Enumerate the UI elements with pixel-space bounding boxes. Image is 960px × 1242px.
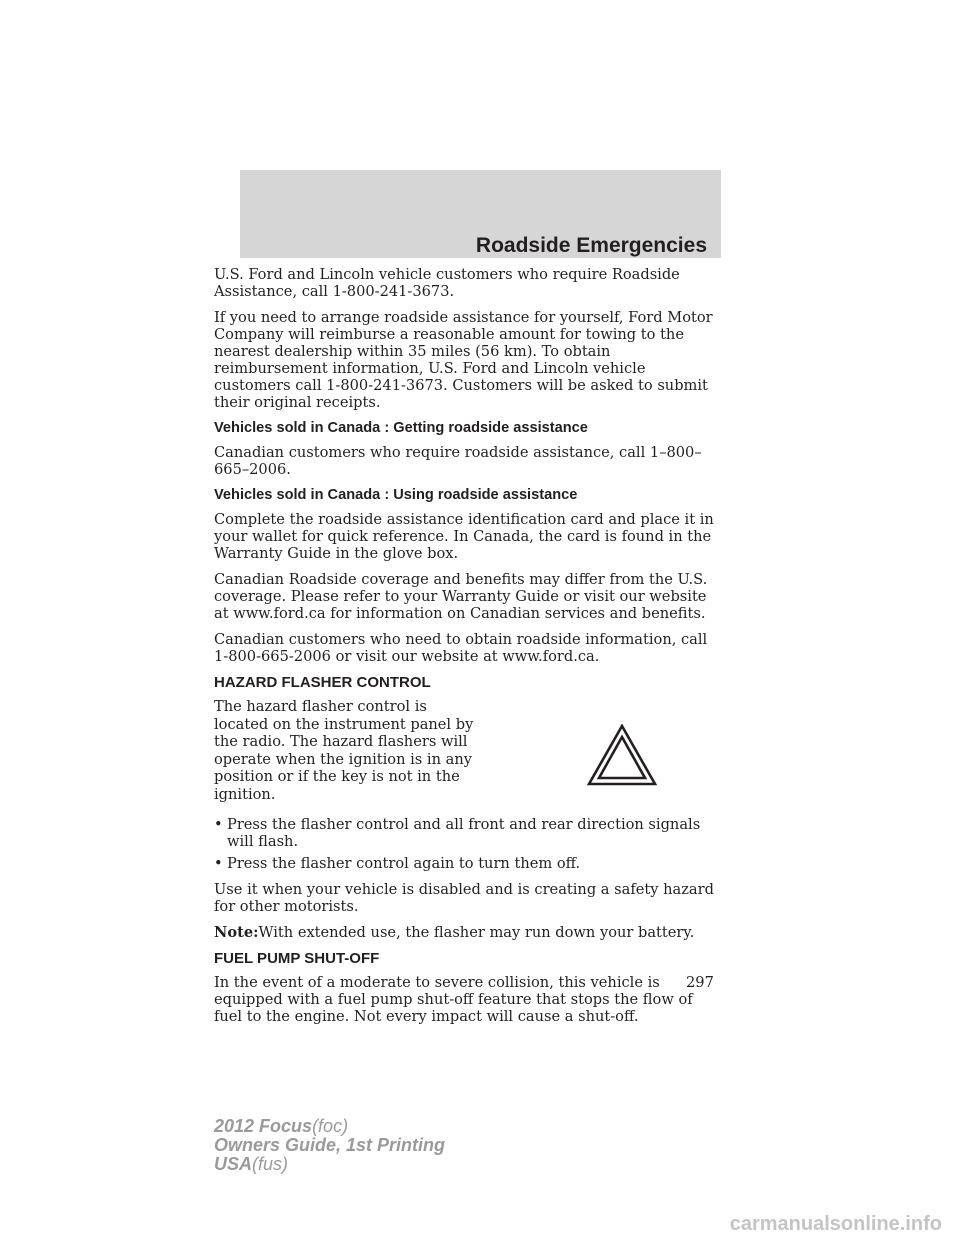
bullet-dot: •: [214, 816, 223, 833]
page-number: 297: [686, 974, 714, 991]
note-paragraph: [214, 924, 722, 941]
heading-canada-getting-assistance: Vehicles sold in Canada : Getting roadside assistance: [214, 420, 588, 436]
heading-hazard-flasher: HAZARD FLASHER CONTROL: [214, 674, 431, 691]
document-footer: [214, 1117, 445, 1174]
heading-canada-using-assistance: Vehicles sold in Canada : Using roadside assistance: [214, 487, 578, 503]
paragraph-hazard-flasher: The hazard flasher control is located on the instrument panel by the radio. The hazard flashers will operate when the ignition is in any position or if the key is not in the ignition.: [214, 698, 474, 803]
section-header-band: [240, 170, 721, 258]
paragraph-use-when-disabled: Use it when your vehicle is disabled and is creating a safety hazard for other motorists.: [214, 881, 714, 915]
footer-line-market: [214, 1155, 445, 1174]
paragraph-canada-information: Canadian customers who need to obtain roadside information, call 1-800-665-2006 or visit our website at www.ford.ca.: [214, 631, 708, 665]
note-text: With extended use, the flasher may run down your battery.: [258, 924, 695, 941]
list-item: [214, 816, 722, 850]
section-title: Roadside Emergencies: [475, 234, 707, 257]
footer-line-model: [214, 1117, 445, 1136]
note-label: Note:: [214, 924, 259, 941]
footer-model: 2012 Focus: [214, 1116, 313, 1136]
footer-model-code: (foc): [312, 1116, 349, 1136]
footer-market: USA: [214, 1154, 253, 1174]
paragraph-canada-call: Canadian customers who require roadside assistance, call 1–800–665–2006.: [214, 444, 702, 478]
list-item-text: Press the flasher control and all front and rear direction signals will flash.: [227, 816, 701, 850]
paragraph-canada-coverage: Canadian Roadside coverage and benefits may differ from the U.S. coverage. Please refer to your Warranty Guide or visit our website at www.ford.ca for information on Canadian services and benefits.: [214, 571, 708, 622]
footer-line-printing: [214, 1136, 445, 1155]
paragraph-reimbursement: If you need to arrange roadside assistance for yourself, Ford Motor Company will reimburse a reasonable amount for towing to the nearest dealership within 35 miles (56 km). To obtain reimbursement information, U.S. Ford and Lincoln vehicle customers call 1-800-241-3673. Customers will be asked to submit their original receipts.: [214, 309, 713, 411]
paragraph-us-roadside: U.S. Ford and Lincoln vehicle customers who require Roadside Assistance, call 1-800-241-3673.: [214, 266, 680, 300]
list-item-text: Press the flasher control again to turn them off.: [227, 855, 581, 872]
hazard-triangle-icon: [587, 724, 657, 786]
footer-printing: Owners Guide, 1st Printing: [214, 1135, 446, 1155]
paragraph-fuel-pump: In the event of a moderate to severe collision, this vehicle is equipped with a fuel pump shut-off feature that stops the flow of fuel to the engine. Not every impact will cause a shut-off.: [214, 974, 693, 1025]
watermark: carmanualsonline.info: [729, 1213, 942, 1235]
paragraph-identification-card: Complete the roadside assistance identification card and place it in your wallet for quick reference. In Canada, the card is found in the Warranty Guide in the glove box.: [214, 511, 714, 562]
hazard-flasher-block: [214, 698, 722, 812]
bullet-dot: •: [214, 855, 223, 872]
page-content: [214, 266, 722, 1034]
footer-market-code: (fus): [252, 1154, 289, 1174]
list-item: [214, 855, 722, 872]
flasher-instructions-list: [214, 816, 722, 872]
heading-fuel-pump-shutoff: FUEL PUMP SHUT-OFF: [214, 950, 380, 967]
